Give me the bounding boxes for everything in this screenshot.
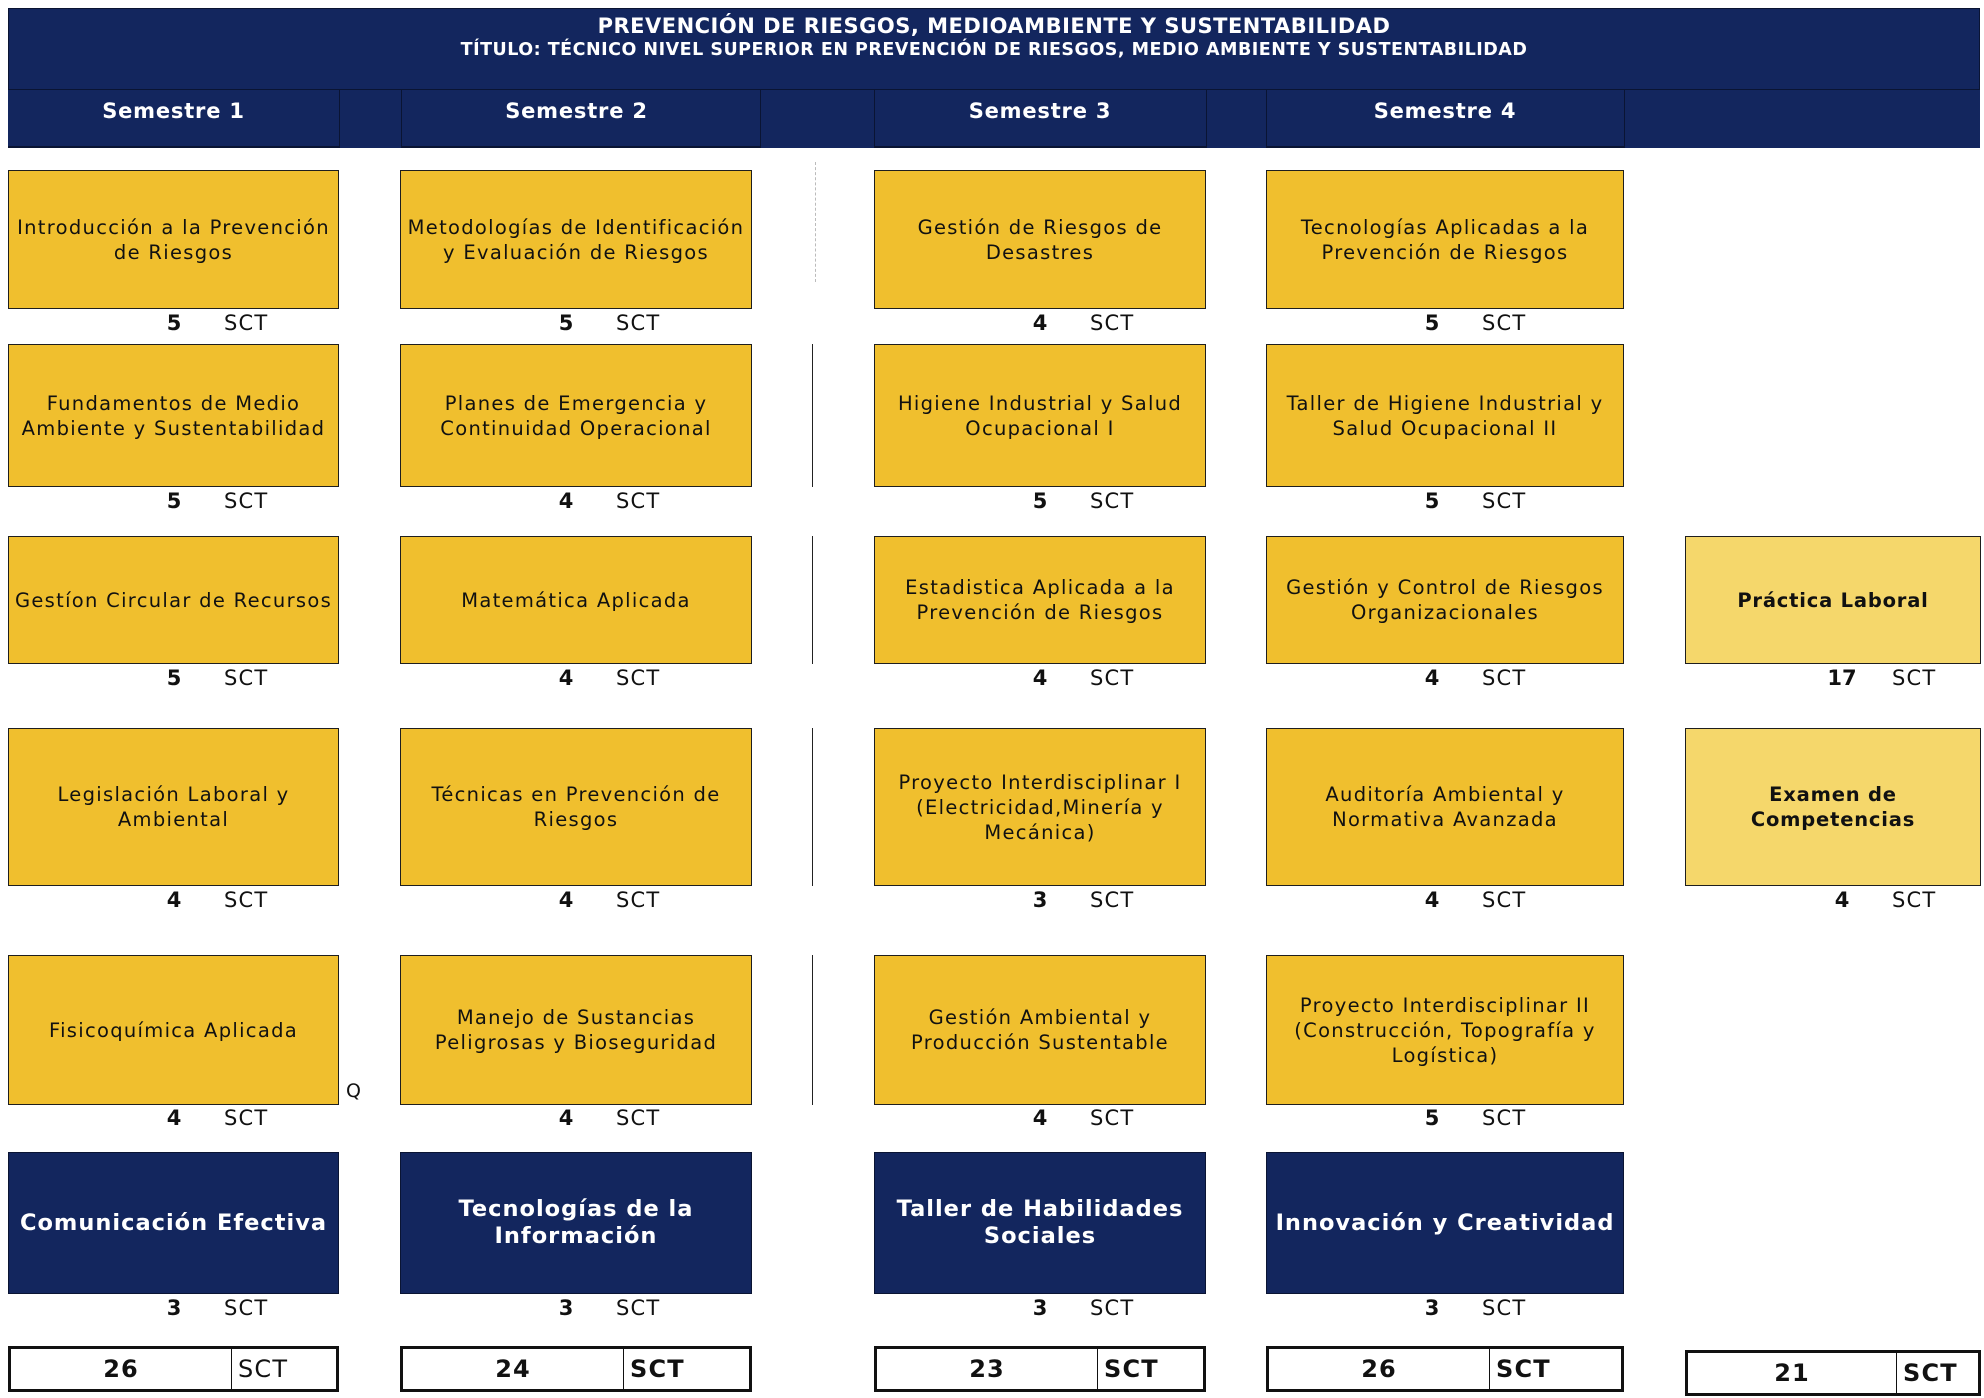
credit-value: 4 [558, 1106, 574, 1130]
course-card: Tecnologías Aplicadas a la Prevención de Riesgos [1266, 170, 1624, 309]
credit-value: 5 [1424, 489, 1440, 513]
course-card-general: Taller de Habilidades Sociales [874, 1152, 1206, 1294]
credit-unit: SCT [616, 1296, 661, 1320]
credit-unit: SCT [616, 1106, 661, 1130]
column-separator [812, 728, 813, 886]
band-divider [339, 90, 340, 148]
credit-value: 5 [558, 311, 574, 335]
total-unit: SCT [1097, 1349, 1203, 1389]
credit-unit: SCT [224, 489, 269, 513]
semester-total [874, 1346, 1206, 1392]
semester-1-label: Semestre 1 [102, 99, 245, 123]
course-card: Proyecto Interdisciplinar II (Construcción, Topografía y Logística) [1266, 955, 1624, 1105]
course-card: Manejo de Sustancias Peligrosas y Bioseguridad [400, 955, 752, 1105]
credit-value: 3 [1424, 1296, 1440, 1320]
credit-value: 4 [558, 666, 574, 690]
credit-value: 4 [1424, 666, 1440, 690]
total-value: 26 [1361, 1355, 1397, 1383]
credit-value: 3 [558, 1296, 574, 1320]
credit-unit: SCT [224, 888, 269, 912]
credit-unit: SCT [1090, 888, 1135, 912]
total-value: 26 [103, 1355, 139, 1383]
course-card: Gestión y Control de Riesgos Organizacionales [1266, 536, 1624, 664]
course-card: Gestión Ambiental y Producción Sustentable [874, 955, 1206, 1105]
course-card: Auditoría Ambiental y Normativa Avanzada [1266, 728, 1624, 886]
course-card: Legislación Laboral y Ambiental [8, 728, 339, 886]
total-unit: SCT [1489, 1349, 1621, 1389]
credit-unit: SCT [616, 489, 661, 513]
credit-value: 4 [1424, 888, 1440, 912]
credit-unit: SCT [1482, 1106, 1527, 1130]
course-card: Proyecto Interdisciplinar I (Electricidad,Minería y Mecánica) [874, 728, 1206, 886]
credit-value: 5 [1032, 489, 1048, 513]
credit-value: 4 [166, 888, 182, 912]
column-separator [812, 955, 813, 1105]
semester-4-label: Semestre 4 [1373, 99, 1517, 123]
course-card-general: Tecnologías de la Información [400, 1152, 752, 1294]
column-separator [812, 344, 813, 487]
credit-unit: SCT [1482, 666, 1527, 690]
credit-value: 4 [558, 489, 574, 513]
program-subtitle: TÍTULO: TÉCNICO NIVEL SUPERIOR EN PREVENCIÓN DE RIESGOS, MEDIO AMBIENTE Y SUSTENTABILIDAD [460, 40, 1528, 60]
credit-value: 3 [166, 1296, 182, 1320]
band-divider [1624, 90, 1625, 148]
credit-unit: SCT [1090, 1106, 1135, 1130]
band-underline [401, 146, 760, 148]
semester-total [8, 1346, 339, 1392]
semester-2-label: Semestre 2 [505, 99, 648, 123]
course-card: Estadistica Aplicada a la Prevención de Riesgos [874, 536, 1206, 664]
semester-total [1266, 1346, 1624, 1392]
course-card: Taller de Higiene Industrial y Salud Ocupacional II [1266, 344, 1624, 487]
credit-unit: SCT [616, 888, 661, 912]
credit-value: 3 [1032, 1296, 1048, 1320]
total-unit: SCT [623, 1349, 749, 1389]
course-card: Matemática Aplicada [400, 536, 752, 664]
credit-unit: SCT [1892, 888, 1937, 912]
course-card: Fundamentos de Medio Ambiente y Sustentabilidad [8, 344, 339, 487]
credit-unit: SCT [1482, 489, 1527, 513]
marker-note: Q [346, 1080, 361, 1102]
total-value: 21 [1774, 1359, 1810, 1387]
credit-unit: SCT [1090, 1296, 1135, 1320]
column-separator [812, 536, 813, 664]
band-divider [760, 90, 761, 148]
band-underline [1266, 146, 1624, 148]
band-underline [8, 146, 339, 148]
course-card: Metodologías de Identificación y Evaluación de Riesgos [400, 170, 752, 309]
credit-value: 5 [166, 311, 182, 335]
band-underline [874, 146, 1206, 148]
semester-3-label: Semestre 3 [968, 99, 1112, 123]
total-unit: SCT [1896, 1353, 1978, 1393]
course-card: Higiene Industrial y Salud Ocupacional I [874, 344, 1206, 487]
credit-unit: SCT [616, 666, 661, 690]
final-total [1685, 1350, 1981, 1396]
credit-value: 17 [1827, 666, 1857, 690]
course-card: Gestíon Circular de Recursos [8, 536, 339, 664]
total-unit: SCT [231, 1349, 336, 1389]
credit-value: 4 [1834, 888, 1850, 912]
course-card-general: Comunicación Efectiva [8, 1152, 339, 1294]
credit-value: 4 [166, 1106, 182, 1130]
credit-unit: SCT [224, 311, 269, 335]
band-divider [1206, 90, 1207, 148]
credit-value: 4 [1032, 1106, 1048, 1130]
program-title: PREVENCIÓN DE RIESGOS, MEDIOAMBIENTE Y SUSTENTABILIDAD [597, 14, 1391, 38]
credit-value: 4 [1032, 311, 1048, 335]
column-separator-dashed [815, 162, 816, 282]
credit-value: 4 [1032, 666, 1048, 690]
credit-unit: SCT [224, 1296, 269, 1320]
credit-unit: SCT [616, 311, 661, 335]
course-card-final: Examen de Competencias [1685, 728, 1981, 886]
credit-value: 5 [166, 666, 182, 690]
credit-unit: SCT [224, 1106, 269, 1130]
credit-unit: SCT [1090, 489, 1135, 513]
credit-unit: SCT [1482, 1296, 1527, 1320]
course-card-final: Práctica Laboral [1685, 536, 1981, 664]
course-card: Introducción a la Prevención de Riesgos [8, 170, 339, 309]
course-card: Planes de Emergencia y Continuidad Operacional [400, 344, 752, 487]
credit-value: 4 [558, 888, 574, 912]
program-header [8, 8, 1980, 90]
total-value: 23 [969, 1355, 1005, 1383]
credit-unit: SCT [1892, 666, 1937, 690]
course-card: Técnicas en Prevención de Riesgos [400, 728, 752, 886]
credit-value: 5 [1424, 1106, 1440, 1130]
credit-value: 5 [1424, 311, 1440, 335]
credit-value: 3 [1032, 888, 1048, 912]
credit-unit: SCT [1090, 666, 1135, 690]
course-card: Fisicoquímica Aplicada [8, 955, 339, 1105]
semester-total [400, 1346, 752, 1392]
credit-unit: SCT [224, 666, 269, 690]
credit-value: 5 [166, 489, 182, 513]
total-value: 24 [495, 1355, 531, 1383]
credit-unit: SCT [1482, 888, 1527, 912]
course-card: Gestión de Riesgos de Desastres [874, 170, 1206, 309]
credit-unit: SCT [1482, 311, 1527, 335]
credit-unit: SCT [1090, 311, 1135, 335]
course-card-general: Innovación y Creatividad [1266, 1152, 1624, 1294]
